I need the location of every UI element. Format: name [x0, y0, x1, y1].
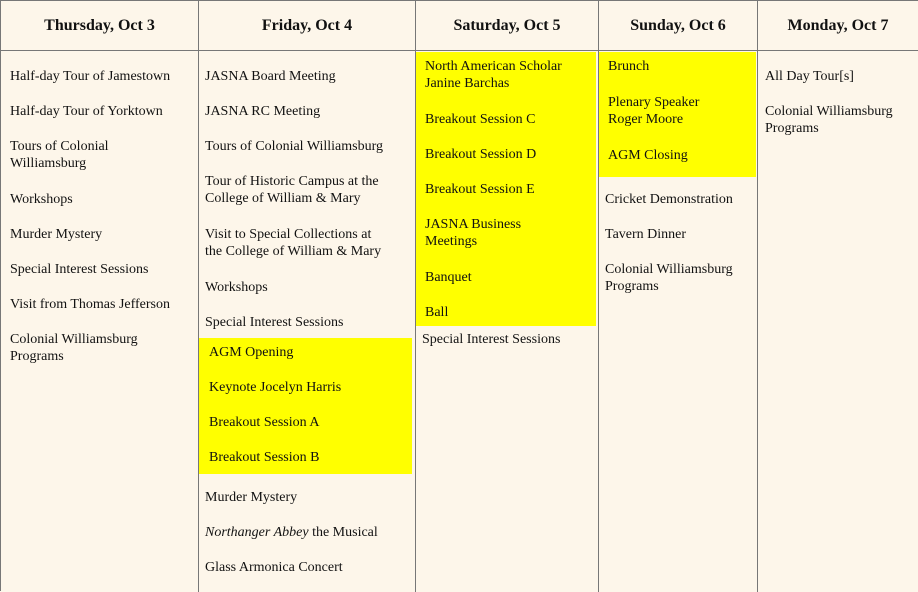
column-header: Thursday, Oct 3: [1, 1, 198, 51]
column-thursday: [1, 1, 199, 592]
event: Banquet: [425, 270, 472, 285]
event: Breakout Session E: [425, 182, 535, 197]
event: Colonial Williamsburg Programs: [10, 332, 138, 364]
event-musical: [205, 524, 378, 541]
event: Half-day Tour of Yorktown: [10, 104, 163, 119]
column-header: Saturday, Oct 5: [416, 1, 598, 51]
event: Special Interest Sessions: [422, 332, 561, 347]
event: AGM Opening: [209, 345, 294, 360]
event: Murder Mystery: [10, 227, 103, 242]
event-title-suffix: the Musical: [308, 525, 378, 540]
event: Glass Armonica Concert: [205, 560, 343, 575]
event: Special Interest Sessions: [10, 262, 149, 277]
column-friday: [199, 1, 416, 592]
column-saturday: [416, 1, 599, 592]
column-header: Monday, Oct 7: [758, 1, 918, 51]
event: North American Scholar Janine Barchas: [425, 59, 562, 91]
event: Plenary Speaker Roger Moore: [608, 95, 700, 127]
event: Ball: [425, 305, 449, 320]
event: AGM Closing: [608, 148, 688, 163]
column-monday: [758, 1, 918, 592]
event: All Day Tour[s]: [765, 69, 854, 84]
event: Workshops: [10, 192, 73, 207]
event: Keynote Jocelyn Harris: [209, 380, 342, 395]
event: Breakout Session A: [209, 415, 320, 430]
event: Breakout Session D: [425, 147, 537, 162]
event: JASNA Board Meeting: [205, 69, 336, 84]
event: Tours of Colonial Williamsburg: [10, 139, 109, 171]
event: JASNA RC Meeting: [205, 104, 321, 119]
column-header: Sunday, Oct 6: [599, 1, 757, 51]
column-sunday: [599, 1, 758, 592]
event: Special Interest Sessions: [205, 315, 344, 330]
event: Murder Mystery: [205, 490, 298, 505]
event: Breakout Session C: [425, 112, 536, 127]
event: Brunch: [608, 59, 650, 74]
event: Tours of Colonial Williamsburg: [205, 139, 383, 154]
event: JASNA Business Meetings: [425, 217, 522, 249]
column-header: Friday, Oct 4: [199, 1, 415, 51]
event: Colonial Williamsburg Programs: [765, 104, 893, 136]
event: Workshops: [205, 280, 268, 295]
event: Half-day Tour of Jamestown: [10, 69, 171, 84]
event: Visit to Special Collections at the College of William & Mary: [205, 227, 382, 259]
event: Cricket Demonstration: [605, 192, 733, 207]
event: Colonial Williamsburg Programs: [605, 262, 733, 294]
event: Tour of Historic Campus at the College of William & Mary: [205, 174, 379, 206]
event: Breakout Session B: [209, 450, 320, 465]
event-title-italic: Northanger Abbey: [205, 525, 309, 540]
event: Visit from Thomas Jefferson: [10, 297, 171, 312]
event: Tavern Dinner: [605, 227, 687, 242]
